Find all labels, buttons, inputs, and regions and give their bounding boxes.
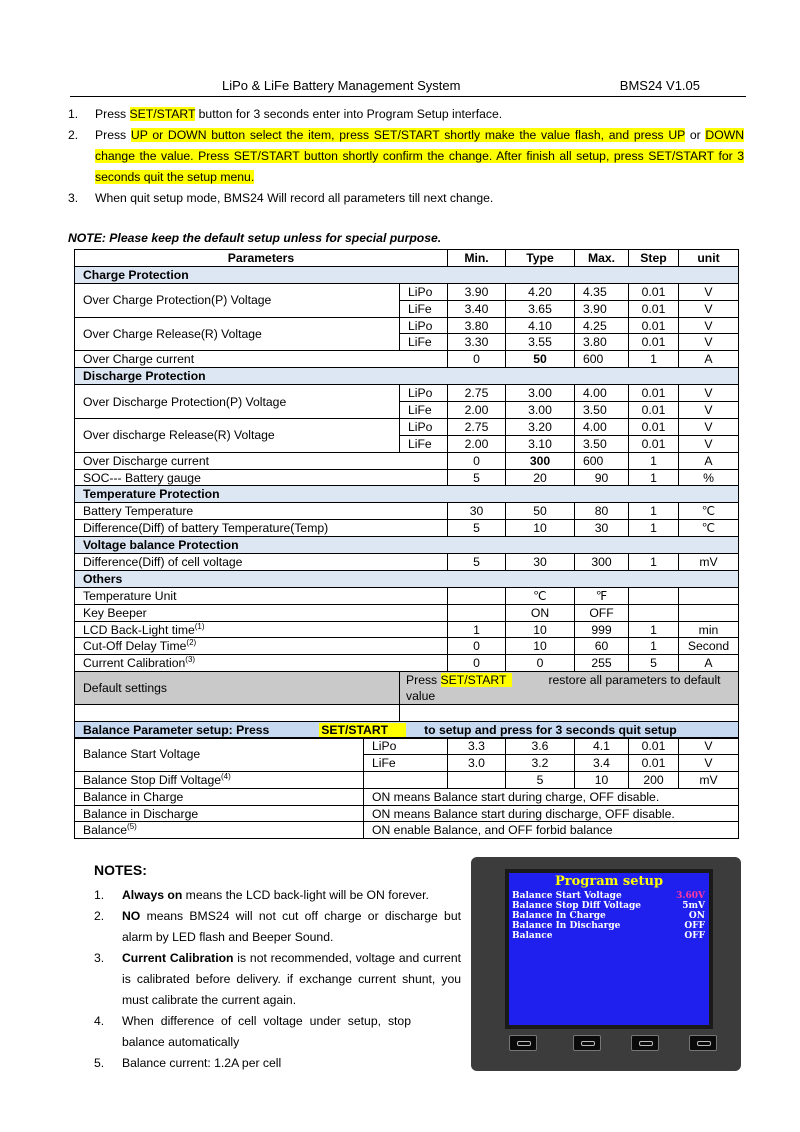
lcd-row: Balance Start Voltage 3.60V bbox=[512, 891, 705, 901]
table-row: Key Beeper ON OFF bbox=[75, 604, 739, 621]
table-row: Temperature Unit ℃ ℉ bbox=[75, 587, 739, 604]
spacer-row bbox=[75, 705, 739, 722]
lcd-row: Balance Stop Diff Voltage 5mV bbox=[512, 901, 705, 911]
section-charge-protection: Charge Protection bbox=[75, 266, 739, 283]
table-row: SOC--- Battery gauge 5 20 90 1 % bbox=[75, 469, 739, 486]
table-row: Battery Temperature 30 50 80 1 ℃ bbox=[75, 503, 739, 520]
device-photo bbox=[471, 857, 741, 1071]
balance-parameter-header: Balance Parameter setup: Press SET/START to setup and press for 3 seconds quit setup bbox=[75, 722, 739, 739]
table-row: Difference(Diff) of battery Temperature(Temp) 5 10 30 1 ℃ bbox=[75, 520, 739, 537]
table-row: LiFe 2.00 3.00 3.50 0.01 V bbox=[75, 402, 739, 419]
table-row: LCD Back-Light time$^{(1)}$ 1 10 999 1 min bbox=[75, 621, 739, 638]
notes-title: NOTES: bbox=[94, 862, 147, 878]
table-row: Difference(Diff) of cell voltage 5 30 300 1 mV bbox=[75, 554, 739, 571]
table-row: Over Charge current 0 50 600 1 A bbox=[75, 351, 739, 368]
default-setup-note: NOTE: Please keep the default setup unless for special purpose. bbox=[68, 231, 442, 245]
lcd-row: Balance In Charge ON bbox=[512, 911, 705, 921]
table-row: Cut-Off Delay Time$^{(2)}$ 0 10 60 1 Second bbox=[75, 638, 739, 655]
table-row: LiFe 2.00 3.10 3.50 0.01 V bbox=[75, 435, 739, 452]
parameter-table bbox=[74, 249, 739, 739]
table-row: LiFe 3.0 3.2 3.4 0.01 V bbox=[75, 754, 739, 771]
table-row: Over Discharge current 0 300 600 1 A bbox=[75, 452, 739, 469]
instruction-steps bbox=[68, 104, 744, 209]
note-item: 1. Always on means the LCD back-light will be ON forever. bbox=[94, 888, 429, 902]
program-setup-title: Program setup bbox=[554, 874, 664, 889]
table-row: Balance Stop Diff Voltage$^{(4)}$ 5 10 200 mV bbox=[75, 771, 739, 788]
default-settings-row: Default settings Press SET/START restore all parameters to default value bbox=[75, 672, 739, 705]
table-row: Over discharge Release(R) Voltage LiPo 2.75 3.20 4.00 0.01 V bbox=[75, 418, 739, 435]
table-row: Balance in Charge ON means Balance start during charge, OFF disable. bbox=[75, 788, 739, 805]
table-row: Over Charge Release(R) Voltage LiPo 3.80 4.10 4.25 0.01 V bbox=[75, 317, 739, 334]
lcd-row: Balance In Discharge OFF bbox=[512, 921, 705, 931]
section-voltage-balance-protection: Voltage balance Protection bbox=[75, 537, 739, 554]
table-row: Balance$^{(5)}$ ON enable Balance, and OFF forbid balance bbox=[75, 822, 739, 839]
device-button bbox=[509, 1035, 537, 1051]
table-row: LiFe 3.40 3.65 3.90 0.01 V bbox=[75, 300, 739, 317]
device-button bbox=[689, 1035, 717, 1051]
section-discharge-protection: Discharge Protection bbox=[75, 368, 739, 385]
table-row: Over Charge Protection(P) Voltage LiPo 3.90 4.20 4.35 0.01 V bbox=[75, 283, 739, 300]
table-row: LiFe 3.30 3.55 3.80 0.01 V bbox=[75, 334, 739, 351]
note-item: 2. NO means BMS24 will not cut off charge or discharge but alarm by LED flash and Beeper Sound. bbox=[94, 909, 461, 944]
instruction-step: 3. When quit setup mode, BMS24 Will record all parameters till next change. bbox=[68, 191, 494, 205]
version-label: BMS24 V1.05 bbox=[619, 78, 700, 93]
lcd-row: Balance OFF bbox=[512, 931, 705, 941]
device-button bbox=[573, 1035, 601, 1051]
note-item: 4. When difference of cell voltage under setup, stop balance automatically bbox=[94, 1014, 411, 1049]
page-header bbox=[70, 78, 746, 97]
lcd-screen bbox=[505, 869, 713, 1029]
table-header-row: Parameters Min. Type Max. Step unit bbox=[75, 250, 739, 267]
device-button bbox=[631, 1035, 659, 1051]
instruction-step: 1. Press SET/START button for 3 seconds enter into Program Setup interface. bbox=[68, 107, 503, 121]
table-row: Current Calibration$^{(3)}$ 0 0 255 5 A bbox=[75, 655, 739, 672]
table-row: Balance Start Voltage LiPo 3.3 3.6 4.1 0.01 V bbox=[75, 738, 739, 755]
note-item: 5. Balance current: 1.2A per cell bbox=[94, 1056, 282, 1070]
note-item: 3. Current Calibration is not recommended, voltage and current is calibrated before delivery. if exchange current shunt, you must calibrate the current again. bbox=[94, 951, 461, 1007]
section-temperature-protection: Temperature Protection bbox=[75, 486, 739, 503]
notes-section bbox=[94, 860, 461, 1074]
balance-table bbox=[74, 737, 739, 839]
section-others: Others bbox=[75, 570, 739, 587]
device-buttons bbox=[509, 1035, 719, 1051]
instruction-step: 2. Press UP or DOWN button select the item, press SET/START shortly make the value flash, and press UP or DOWN change the value. Press SET/START button shortly confirm the change. After finish all setup, press SET/START for 3 seconds quit the setup menu. bbox=[68, 128, 744, 184]
table-row: Over Discharge Protection(P) Voltage LiPo 2.75 3.00 4.00 0.01 V bbox=[75, 385, 739, 402]
document-title: LiPo & LiFe Battery Management System bbox=[222, 78, 461, 93]
table-row: Balance in Discharge ON means Balance start during discharge, OFF disable. bbox=[75, 805, 739, 822]
